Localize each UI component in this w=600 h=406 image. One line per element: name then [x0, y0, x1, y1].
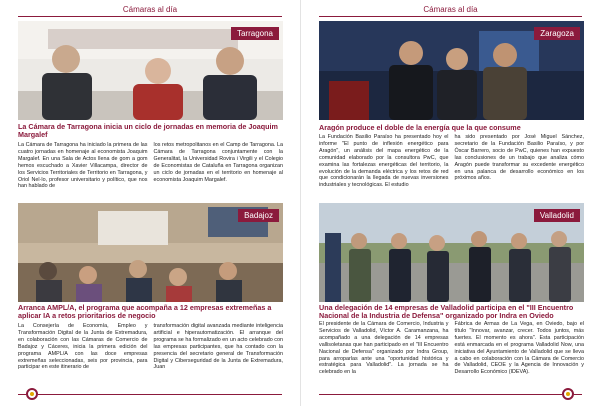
location-tag: Zaragoza — [534, 27, 580, 40]
location-tag: Badajoz — [238, 209, 279, 222]
section-title: Cámaras al día — [423, 5, 478, 14]
article-headline: Una delegación de 14 empresas de Valladolid participa en el "III Encuentro Nacional de la Industria de Defensa" organizado por Indra en Oviedo — [319, 303, 574, 320]
article-badajoz — [18, 203, 283, 383]
body-column: La Cámara de Tarragona ha iniciado la primera de las cuatro jornadas en homenaje al economista Joaquim Margalef. En una Sala de Actos llena de gom a gom hemos escuchado a Xavier Villacampa, director de los Servicios Territoriales de Territorio en Tarragona, y Oriol Nel·lo, profesor universitario y político, que nos han hablado de — [18, 142, 148, 190]
article-body — [319, 321, 584, 376]
chamber-logo-icon — [26, 388, 38, 400]
body-column: los retos metropolitanos en el Camp de Tarragona. La Cámara de Tarragona conjuntamente con la Generalitat, la Universidad Rovira i Virgili y el Colegio de Economistas de Cataluña en Tarragona organizan un ciclo de jornadas en el territorio en homenaje al economista Joaquim Margalef. — [153, 142, 283, 183]
body-column: El presidente de la Cámara de Comercio, Industria y Servicios de Valladolid, Víctor A. Caramanzana, ha acompañado a una delegación de 14 empresas vallisoletanas que han participado en el "III Encuentro Nacional de Defensa" organizado por Indra Group, para arroparlas ante una "oportunidad histórica y estratégica para Valladolid". La jornada se ha celebrado en la — [319, 321, 449, 376]
footer-line — [18, 394, 282, 395]
article-tarragona — [18, 21, 283, 201]
article-photo — [319, 203, 584, 302]
article-headline: Arranca AMPL/A, el programa que acompaña a 12 empresas extremeñas a aplicar IA a retos prioritarios de negocio — [18, 303, 272, 320]
chamber-logo-icon — [562, 388, 574, 400]
right-header — [319, 3, 582, 17]
article-zaragoza — [319, 21, 584, 201]
article-body — [18, 142, 283, 190]
body-column: ha sido presentado por José Miguel Sánchez, secretario de la Fundación Basilio Paraíso, y por Óscar Barrero, socio de PwC, quienes han expuesto las conclusiones de un trabajo que analiza cómo Aragón puede transformar su excedente energético en una palanca de desarrollo económico en los próximos años. — [454, 134, 584, 182]
footer-line — [319, 394, 582, 395]
article-body — [18, 323, 283, 371]
right-footer — [319, 388, 582, 400]
article-body — [319, 134, 584, 189]
body-column: La Fundación Basilio Paraíso ha presentado hoy el informe "El punto de inflexión energético para Aragón", un análisis del mapa energético de la comunidad elaborado por la consultora PwC, que examina las fortalezas energéticas del territorio, la evolución de la demanda eléctrica y los retos de red que condicionarán la llegada de nuevas inversiones industriales y tecnológicas. El estudio — [319, 134, 449, 189]
article-photo — [319, 21, 584, 120]
right-page — [300, 0, 600, 406]
article-headline: Aragón produce el doble de la energía que la que consume — [319, 123, 521, 132]
header-rule — [319, 16, 582, 17]
article-valladolid — [319, 203, 584, 383]
body-column: La Consejería de Economía, Empleo y Transformación Digital de la Junta de Extremadura, en colaboración con las Cámaras de Comercio de Badajoz y Cáceres, inicia la primera edición del programa AMPL/A con las doce empresas extremeñas seleccionadas, seis por provincia, para participar en este itinerario de — [18, 323, 148, 371]
header-rule — [18, 16, 282, 17]
section-title: Cámaras al día — [122, 5, 178, 14]
body-column: transformación digital avanzada mediante inteligencia artificial e hiperautomatización. El arranque del programa se ha formalizado en un acto celebrado con las empresas participantes, que ha contado con la presencia del secretario general de Transformación Digital y Ciberseguridad de la Junta de Extremadura, Juan — [153, 323, 283, 371]
location-tag: Tarragona — [231, 27, 279, 40]
article-photo — [18, 203, 283, 302]
left-header — [18, 3, 282, 17]
body-column: Fábrica de Armas de La Vega, en Oviedo, bajo el título "Innovar, avanzar, crecer. Todos juntos, más fuertes. El momento es ahora". Esta participación está enmarcada en el programa Valladolid Now, una iniciativa del Ayuntamiento de Valladolid que se lleva a cabo en colaboración con la Cámara de Comercio de Valladolid, CEOE y la Agencia de Innovación y Desarrollo Económico (IDEVA). — [454, 321, 584, 376]
article-photo — [18, 21, 283, 120]
article-headline: La Cámara de Tarragona inicia un ciclo de jornadas en memoria de Joaquim Margalef — [18, 122, 278, 139]
location-tag: Valladolid — [534, 209, 580, 222]
left-footer — [18, 388, 282, 400]
